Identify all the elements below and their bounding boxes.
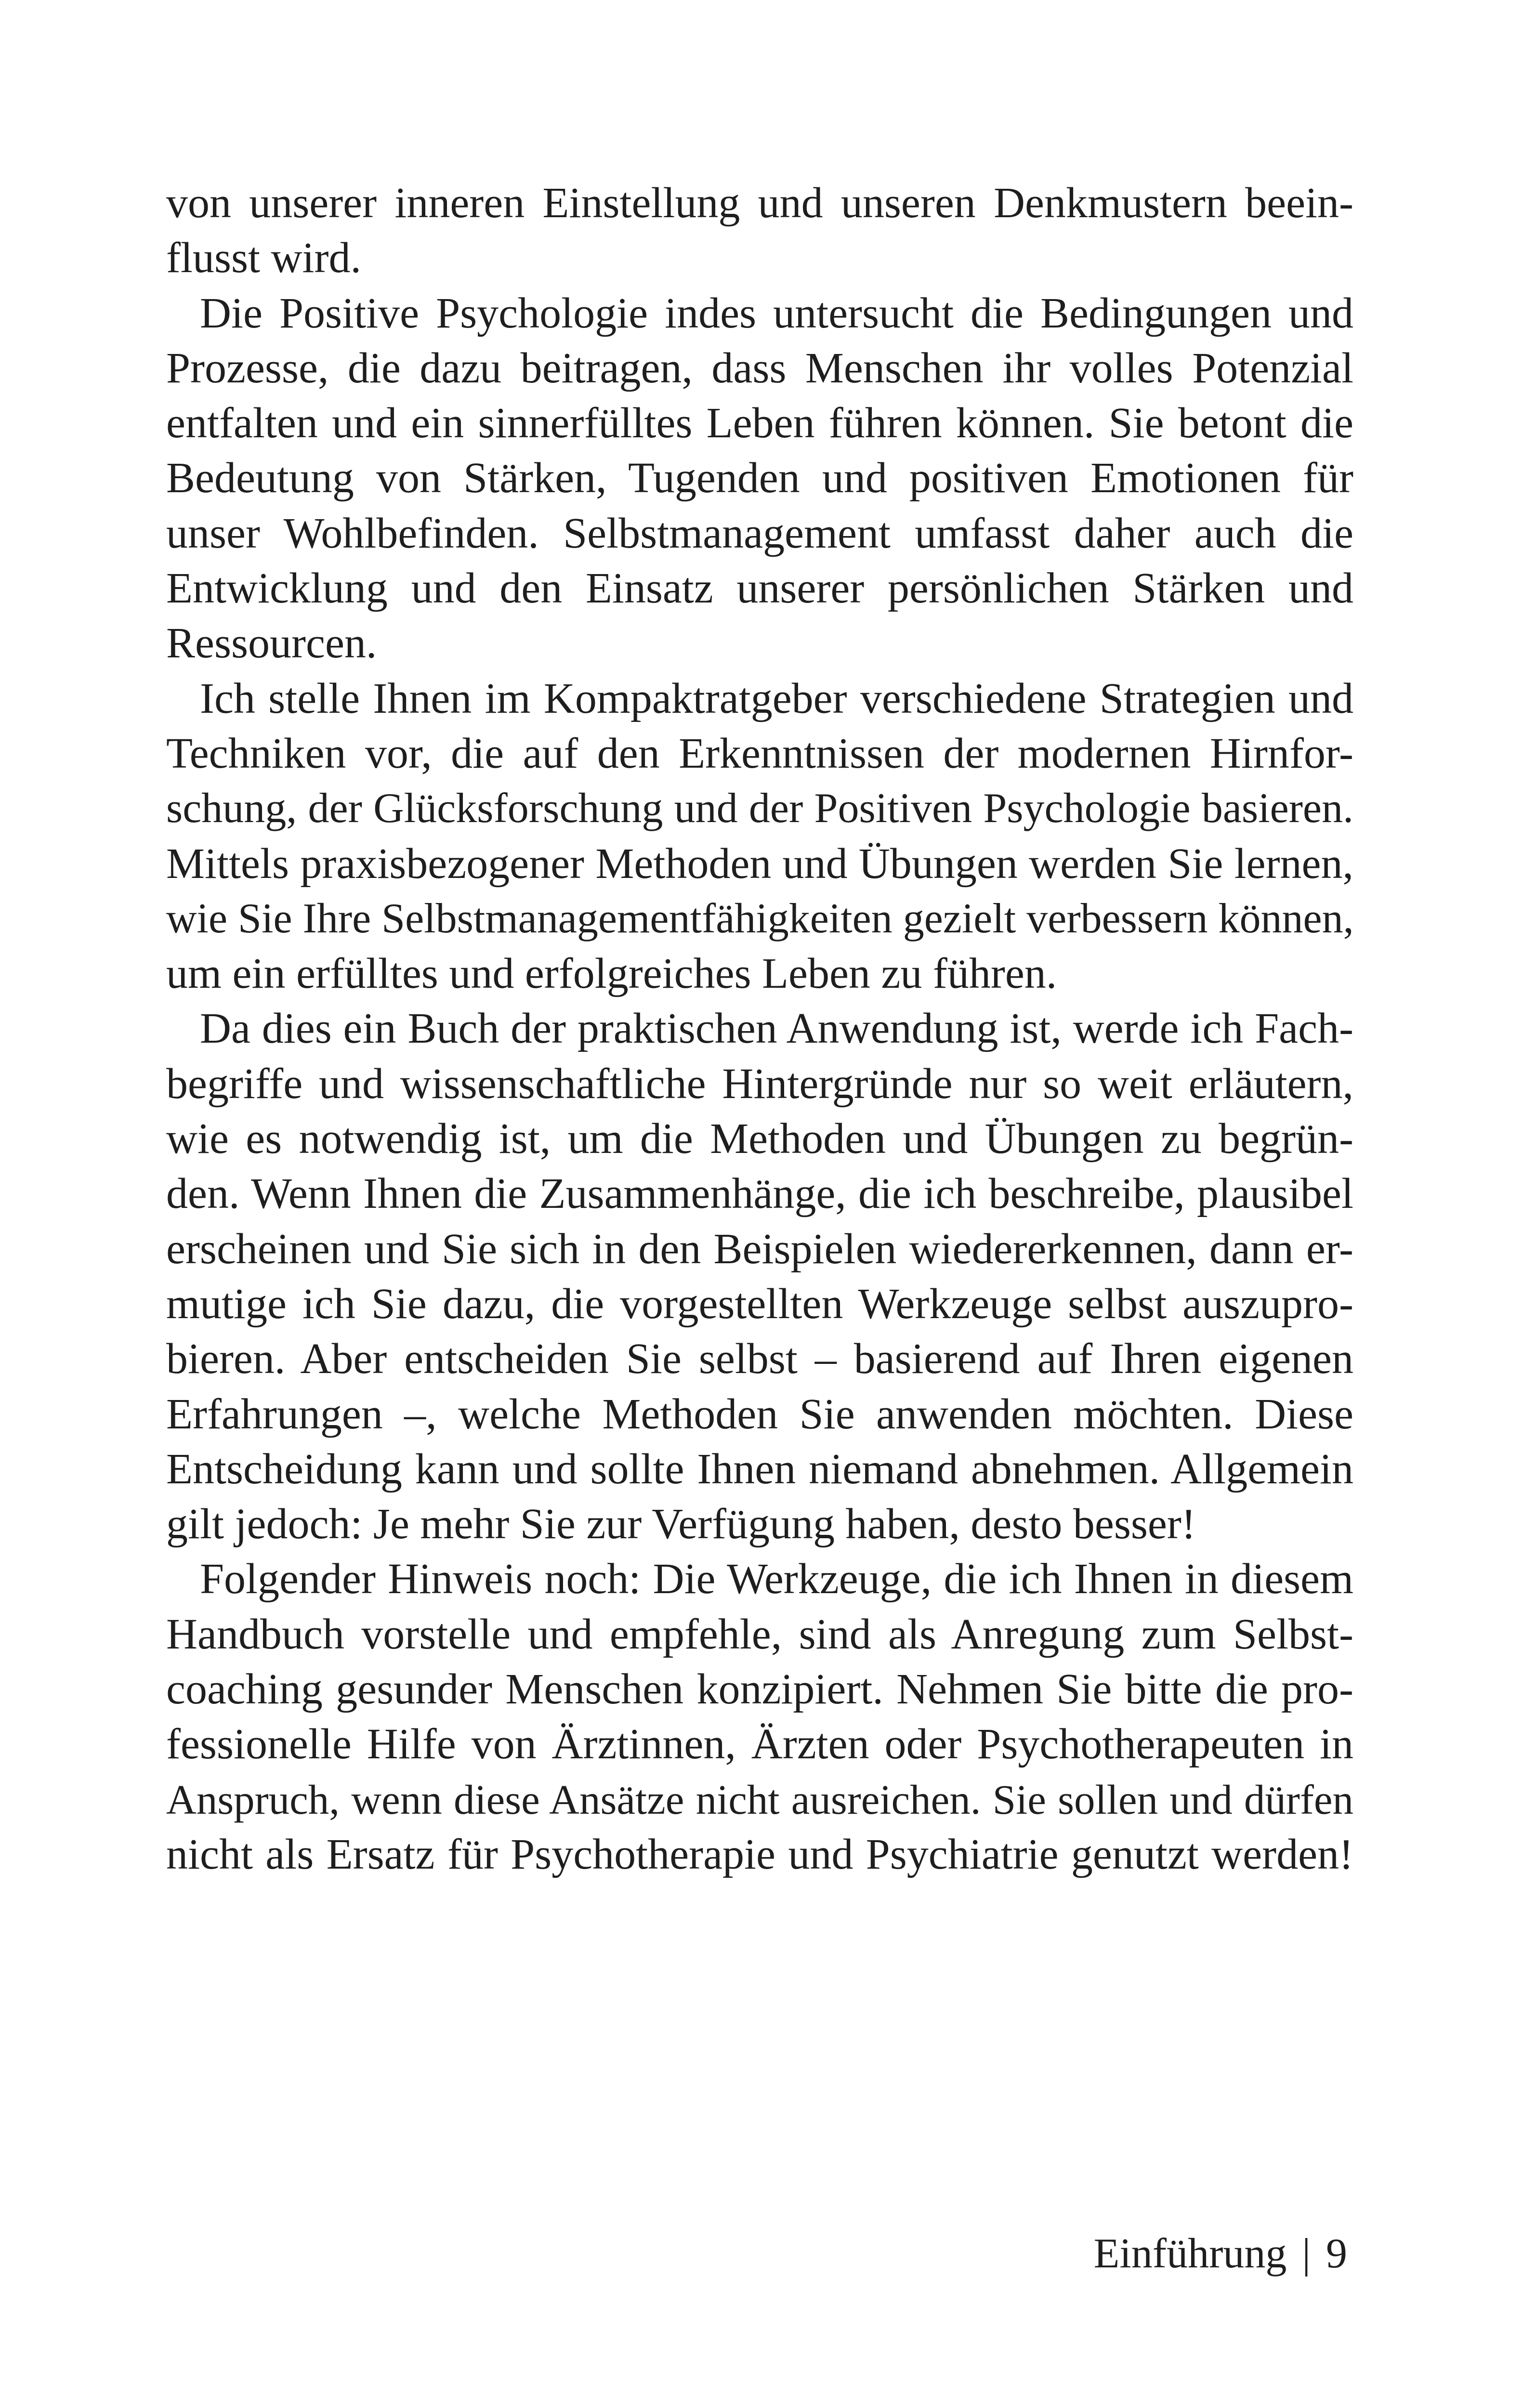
text-line: Entscheidung kann und sollte Ihnen niemand abnehmen. Allgemein <box>166 1445 1353 1493</box>
text-line: gilt jedoch: Je mehr Sie zur Verfügung haben, desto besser! <box>166 1500 1196 1548</box>
body-text <box>166 176 1353 1882</box>
text-line: wie Sie Ihre Selbstmanagementfähigkeiten gezielt verbessern können, <box>166 895 1354 942</box>
text-line: mutige ich Sie dazu, die vorgestellten Werkzeuge selbst auszupro- <box>166 1280 1353 1328</box>
text-line: Mittels praxisbezogener Methoden und Übungen werden Sie lernen, <box>166 839 1353 888</box>
text-line: Anspruch, wenn diese Ansätze nicht ausreichen. Sie sollen und dürfen <box>166 1776 1353 1823</box>
text-line: fessionelle Hilfe von Ärztinnen, Ärzten oder Psychotherapeuten in <box>166 1720 1353 1768</box>
text-line: den. Wenn Ihnen die Zusammenhänge, die ich beschreibe, plausibel <box>166 1170 1353 1218</box>
text-line: entfalten und ein sinnerfülltes Leben führen können. Sie betont die <box>166 399 1353 447</box>
text-line: Entwicklung und den Einsatz unserer persönlichen Stärken und <box>166 564 1353 613</box>
text-line: erscheinen und Sie sich in den Beispielen wiedererkennen, dann er- <box>166 1225 1353 1273</box>
paragraph-first-line: Folgender Hinweis noch: Die Werkzeuge, die ich Ihnen in diesem <box>200 1555 1353 1603</box>
text-line: von unserer inneren Einstellung und unseren Denkmustern beein- <box>166 179 1353 227</box>
text-line: Erfahrungen –, welche Methoden Sie anwenden möchten. Diese <box>166 1390 1353 1438</box>
page-number: 9 <box>1326 2230 1347 2277</box>
text-line: unser Wohlbefinden. Selbstmanagement umfasst daher auch die <box>166 509 1353 557</box>
text-line: Bedeutung von Stärken, Tugenden und positiven Emotionen für <box>166 454 1353 502</box>
text-line: nicht als Ersatz für Psychotherapie und Psychiatrie genutzt werden! <box>166 1830 1353 1878</box>
text-line: begriffe und wissenschaftliche Hintergründe nur so weit erläutern, <box>166 1060 1353 1108</box>
paragraph-first-line: Die Positive Psychologie indes untersucht die Bedingungen und <box>200 289 1353 337</box>
text-line: wie es notwendig ist, um die Methoden und Übungen zu begrün- <box>166 1115 1353 1163</box>
footer-separator: | <box>1302 2230 1311 2277</box>
paragraph-first-line: Ich stelle Ihnen im Kompaktratgeber verschiedene Strategien und <box>200 674 1353 722</box>
text-line: schung, der Glücksforschung und der Positiven Psychologie basieren. <box>166 785 1353 832</box>
text-line: Prozesse, die dazu beitragen, dass Menschen ihr volles Potenzial <box>166 344 1353 392</box>
chapter-title: Einführung <box>1093 2230 1287 2277</box>
text-line: flusst wird. <box>166 234 361 282</box>
text-line: Techniken vor, die auf den Erkenntnissen der modernen Hirnfor- <box>166 729 1353 777</box>
text-line: um ein erfülltes und erfolgreiches Leben zu führen. <box>166 950 1057 998</box>
text-line: Handbuch vorstelle und empfehle, sind als Anregung zum Selbst- <box>166 1610 1353 1658</box>
page-footer <box>1094 2230 1347 2278</box>
text-line: Ressourcen. <box>166 619 377 667</box>
text-line: bieren. Aber entscheiden Sie selbst – basierend auf Ihren eigenen <box>166 1335 1353 1383</box>
text-line: coaching gesunder Menschen konzipiert. Nehmen Sie bitte die pro- <box>166 1665 1353 1714</box>
paragraph-first-line: Da dies ein Buch der praktischen Anwendung ist, werde ich Fach- <box>200 1005 1353 1053</box>
